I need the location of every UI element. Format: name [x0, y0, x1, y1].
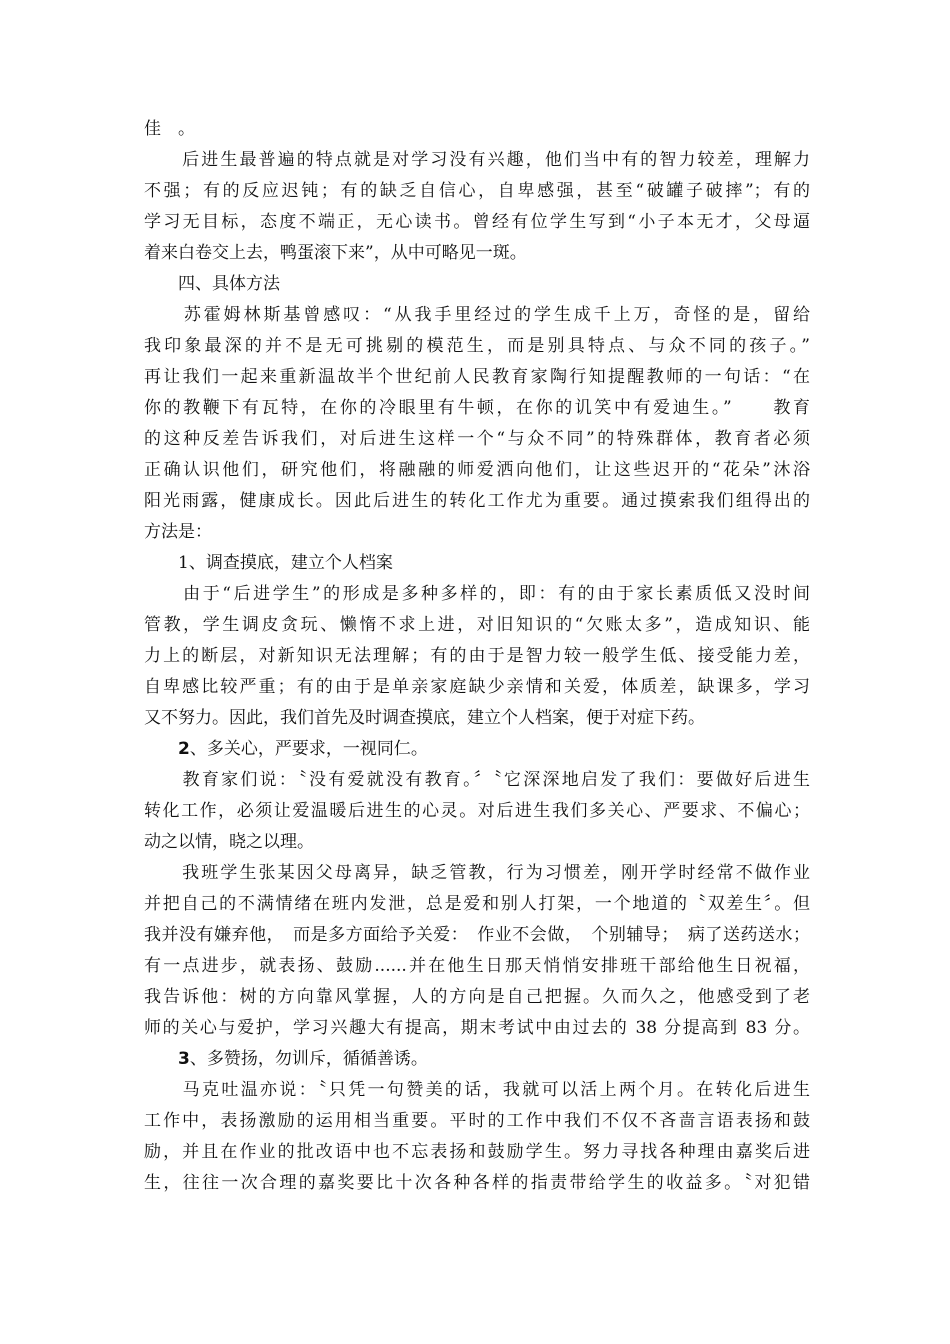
section-heading: 四、具体方法 [144, 274, 280, 294]
text-line: 并把自己的不满情绪在班内发泄，总是爱和别人打架，一个地道的〝双差生〞。但 [144, 894, 810, 914]
text-line: 再让我们一起来重新温故半个世纪前人民教育家陶行知提醒教师的一句话：“在 [144, 367, 810, 387]
text-line: 我印象最深的并不是无可挑剔的模范生，而是别具特点、与众不同的孩子。” [144, 336, 810, 356]
text-line: 由于“后进学生”的形成是多种多样的，即：有的由于家长素质低又没时间 [144, 584, 810, 604]
text-line: 学习无目标，态度不端正，无心读书。曾经有位学生写到“小子本无才，父母逼 [144, 212, 810, 232]
text-line: 又不努力。因此，我们首先及时调查摸底，建立个人档案，便于对症下药。 [144, 708, 705, 728]
text-line: 马克吐温亦说：〝只凭一句赞美的话，我就可以活上两个月。在转化后进生 [144, 1080, 810, 1100]
text-line: 工作中，表扬激励的运用相当重要。平时的工作中我们不仅不吝啬言语表扬和鼓 [144, 1111, 810, 1131]
text-line: 生，往往一次合理的嘉奖要比十次各种各样的指责带给学生的收益多。〝对犯错 [144, 1173, 810, 1193]
text-line: 教育家们说：〝没有爱就没有教育。〞〝它深深地启发了我们：要做好后进生 [144, 770, 810, 790]
text-line: 佳 。 [144, 119, 195, 139]
heading-number: 3 [178, 1049, 190, 1069]
text-line: 师的关心与爱护，学习兴趣大有提高，期末考试中由过去的 38 分提高到 83 分。 [144, 1018, 810, 1038]
heading-text: 、多关心，严要求，一视同仁。 [189, 739, 428, 759]
subsection-heading [144, 734, 810, 765]
text-line: 转化工作，必须让爱温暖后进生的心灵。对后进生我们多关心、严要求、不偏心； [144, 801, 810, 821]
text-line: 阳光雨露，健康成长。因此后进生的转化工作尤为重要。通过摸索我们组得出的 [144, 491, 810, 511]
heading-text: 、多赞扬，勿训斥，循循善诱。 [189, 1049, 428, 1069]
text-line: 有一点进步，就表扬、鼓励......并在他生日那天悄悄安排班干部给他生日祝福， [144, 956, 810, 976]
text-line: 你的教鞭下有瓦特，在你的冷眼里有牛顿，在你的讥笑中有爱迪生。” 教育 [144, 398, 810, 418]
text-line: 苏霍姆林斯基曾感叹：“从我手里经过的学生成千上万，奇怪的是，留给 [144, 305, 810, 325]
text-line: 后进生最普遍的特点就是对学习没有兴趣，他们当中有的智力较差，理解力 [144, 150, 810, 170]
subsection-heading: 1、调查摸底，建立个人档案 [144, 553, 393, 573]
subsection-heading [144, 1044, 810, 1075]
text-line: 励，并且在作业的批改语中也不忘表扬和鼓励学生。努力寻找各种理由嘉奖后进 [144, 1142, 810, 1162]
heading-number: 2 [178, 739, 190, 759]
text-line: 我告诉他：树的方向靠风掌握，人的方向是自己把握。久而久之，他感受到了老 [144, 987, 810, 1007]
section-1 [144, 114, 810, 734]
text-line: 自卑感比较严重；有的由于是单亲家庭缺少亲情和关爱，体质差，缺课多，学习 [144, 677, 810, 697]
text-line: 正确认识他们，研究他们，将融融的师爱洒向他们，让这些迟开的“花朵”沐浴 [144, 460, 810, 480]
section-2 [144, 765, 810, 1044]
text-line: 动之以情，晓之以理。 [144, 832, 314, 852]
text-line: 不强；有的反应迟钝；有的缺乏自信心，自卑感强，甚至“破罐子破摔”；有的 [144, 181, 810, 201]
text-line: 力上的断层，对新知识无法理解；有的由于是智力较一般学生低、接受能力差， [144, 646, 810, 666]
text-line: 我并没有嫌弃他， 而是多方面给予关爱： 作业不会做， 个别辅导； 病了送药送水； [144, 925, 810, 945]
text-line: 管教，学生调皮贪玩、懒惰不求上进，对旧知识的“欠账太多”，造成知识、能 [144, 615, 810, 635]
text-line: 的这种反差告诉我们，对后进生这样一个“与众不同”的特殊群体，教育者必须 [144, 429, 810, 449]
text-line: 着来白卷交上去，鸭蛋滚下来”，从中可略见一斑。 [144, 243, 527, 263]
document-page [144, 114, 810, 1199]
text-line: 方法是： [144, 522, 212, 542]
text-line: 我班学生张某因父母离异，缺乏管教，行为习惯差，刚开学时经常不做作业 [144, 863, 810, 883]
section-3 [144, 1075, 810, 1199]
